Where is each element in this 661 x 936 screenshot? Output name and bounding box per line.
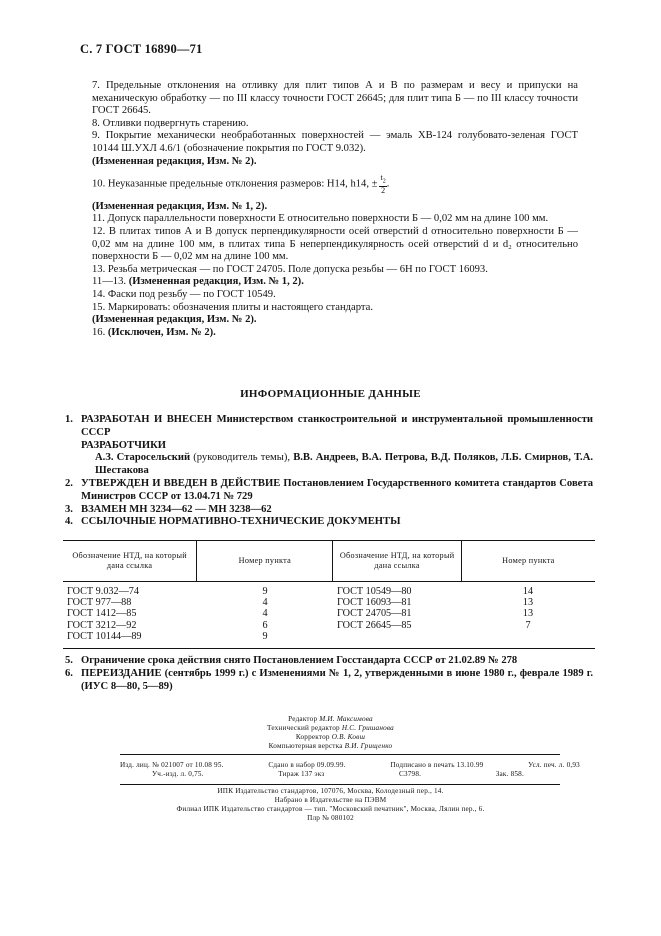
item-number: 3. <box>65 503 73 515</box>
print-details-row <box>120 761 580 770</box>
paragraph-prefix: 11—13. <box>92 276 127 288</box>
table-body <box>63 582 595 648</box>
paragraph-9: 9. Покрытие механически необработанных поверхностей — эмаль ХВ-124 голубовато-зеленая ГОСТ 10144 Ш.УХЛ 4.6/1 (обозначение покрытия по ГОСТ 9.032). <box>92 130 578 154</box>
paragraph-8: 8. Отливки подвергнуть старению. <box>92 117 249 129</box>
column-header-point: Номер пункта <box>461 541 595 581</box>
paragraph-10-text: 10. Неуказанные предельные отклонения размеров: H14, h14, ± <box>92 178 378 190</box>
credit-label: Технический редактор <box>267 724 340 732</box>
print-details-row <box>120 770 580 779</box>
info-item-6 <box>65 668 593 694</box>
fraction-numerator: t <box>380 173 383 183</box>
info-section-title: ИНФОРМАЦИОННЫЕ ДАННЫЕ <box>240 388 421 400</box>
info-item-3 <box>65 504 593 517</box>
item-text: ВЗАМЕН МН 3234—62 — МН 3238—62 <box>81 503 272 515</box>
item-text: ССЫЛОЧНЫЕ НОРМАТИВНО-ТЕХНИЧЕСКИЕ ДОКУМЕНТЫ <box>81 516 401 528</box>
table-cell: 13 <box>522 597 534 609</box>
table-cell: ГОСТ 1412—85 <box>67 608 137 620</box>
tolerance-fraction <box>379 174 386 195</box>
page-header: С. 7 ГОСТ 16890—71 <box>80 42 203 56</box>
table-cell: 4 <box>262 608 268 620</box>
table-cell: ГОСТ 9.032—74 <box>67 586 139 597</box>
right-points-column <box>461 586 595 642</box>
column-header-point: Номер пункта <box>196 541 332 581</box>
revision-note: (Измененная редакция, Изм. № 1, 2). <box>128 276 304 288</box>
info-item-1 <box>65 414 593 440</box>
info-item-5 <box>65 655 593 668</box>
revision-note: (Измененная редакция, Изм. № 1, 2). <box>92 200 268 212</box>
credit-name: М.И. Максимова <box>319 715 373 723</box>
column-header-doc: Обозначение НТД, на который дана ссылка <box>72 551 187 570</box>
tech-editor-line <box>0 724 661 733</box>
editor-line <box>0 715 661 724</box>
table-cell: ГОСТ 10549—80 <box>337 586 412 597</box>
developers-label-row <box>65 440 593 453</box>
paragraph-10 <box>92 174 578 195</box>
credit-name: О.В. Ковш <box>331 733 366 741</box>
info-item-4 <box>65 516 593 529</box>
left-points-column <box>197 586 333 642</box>
divider <box>120 784 560 785</box>
print-details <box>120 761 580 780</box>
developers-row <box>65 452 593 478</box>
left-docs-column <box>63 586 197 642</box>
item-text: Ограничение срока действия снято Постановлением Госстандарта СССР от 21.02.89 № 278 <box>81 655 518 666</box>
divider <box>120 754 560 755</box>
paragraph-14: 14. Фаски под резьбу — по ГОСТ 10549. <box>92 288 276 300</box>
credit-label: Редактор <box>288 715 318 723</box>
table-cell: ГОСТ 3212—92 <box>67 619 137 631</box>
credit-label: Корректор <box>295 733 330 741</box>
paragraph-10-end: . <box>386 178 390 190</box>
revision-note: (Измененная редакция, Изм. № 2). <box>92 314 257 326</box>
requirements-section <box>92 80 578 339</box>
table-cell: 6 <box>262 619 268 631</box>
developers-label: РАЗРАБОТЧИКИ <box>81 439 167 451</box>
item-number: 5. <box>65 655 73 666</box>
fraction-subscript: 2 <box>382 178 386 185</box>
table-cell: ГОСТ 24705—81 <box>337 608 412 620</box>
publisher-info <box>0 787 661 823</box>
table-cell: ГОСТ 977—88 <box>67 597 132 609</box>
table-cell: ГОСТ 10144—89 <box>67 630 142 642</box>
developer-lead: А.З. Старосельский <box>95 452 191 464</box>
item-number: 4. <box>65 516 73 528</box>
fraction-denominator: 2 <box>381 185 386 195</box>
publisher-line: Филиал ИПК Издательство стандартов — тип. "Московский печатник", Москва, Лялин пер., 6. <box>176 805 485 813</box>
paragraph-7: 7. Предельные отклонения на отливку для плит типов А и В по размерам и весу и припуски на механическую обработку — по III классу точности ГОСТ 26645; для плит типа Б — по III классу точности ГОСТ 26645. <box>92 80 578 117</box>
table-cell: 13 <box>522 608 534 620</box>
publisher-line: Набрано в Издательстве на ПЭВМ <box>274 796 387 804</box>
credit-label: Компьютерная верстка <box>268 742 343 750</box>
print-detail: Тираж 137 экз <box>278 770 325 779</box>
column-header-doc: Обозначение НТД, на который дана ссылка <box>332 541 460 581</box>
layout-line <box>0 742 661 751</box>
info-section <box>65 414 593 529</box>
references-table <box>63 540 595 649</box>
paragraph-13: 13. Резьба метрическая — по ГОСТ 24705. Поле допуска резьбы — 6Н по ГОСТ 16093. <box>92 263 488 275</box>
credit-name: Н.С. Гришанова <box>341 724 394 732</box>
credit-name: В.И. Грищенко <box>344 742 393 750</box>
print-detail: Подписано в печать 13.10.99 <box>390 761 484 769</box>
table-header <box>63 541 595 582</box>
print-detail: Сдано в набор 09.09.99. <box>268 761 346 769</box>
paragraph-16 <box>92 327 578 340</box>
paragraph-11-13-revision <box>92 276 578 289</box>
table-cell: 4 <box>262 597 268 609</box>
paragraph-12: 12. В плитах типов А и В допуск перпендикулярности осей отверстий d относительно поверхности Б — 0,02 мм на длине 100 мм, в плитах типа Б неперпендикулярность осей отверстий d и d₂ относительно поверхности Б — 0,02 мм на длине 100 мм. <box>92 225 578 263</box>
right-docs-column <box>333 586 461 642</box>
print-detail: Усл. печ. л. 0,93 <box>528 761 580 769</box>
item-bold-text: РАЗРАБОТАН И ВНЕСЕН <box>81 414 213 425</box>
excluded-note: (Исключен, Изм. № 2). <box>107 326 216 338</box>
publisher-line: ИПК Издательство стандартов, 107076, Москва, Колодезный пер., 14. <box>217 787 444 795</box>
paragraph-prefix: 16. <box>92 326 106 338</box>
info-item-2 <box>65 478 593 504</box>
developers-list: В.В. Андреев, В.А. Петрова, В.Д. Поляков, Л.Б. Смирнов, Т.А. Шестакова <box>95 452 593 477</box>
table-cell: ГОСТ 26645—85 <box>337 619 412 631</box>
info-section-continued <box>65 655 593 693</box>
paragraph-15: 15. Маркировать: обозначения плиты и настоящего стандарта. <box>92 301 374 313</box>
editorial-credits <box>0 715 661 751</box>
table-cell: 14 <box>522 586 534 597</box>
item-text: Постановлением Государственного комитета стандартов Совета Министров СССР от 13.04.71 № 729 <box>81 477 593 502</box>
publisher-line: Плр № 080102 <box>307 814 354 822</box>
item-number: 6. <box>65 667 73 679</box>
print-detail: С3798. <box>398 770 422 779</box>
item-text: Министерством станкостроительной и инструментальной промышленности СССР <box>81 414 594 438</box>
item-text: ПЕРЕИЗДАНИЕ (сентябрь 1999 г.) с Изменениями № 1, 2, утвержденными в июне 1980 г., феврале 1989 г. (ИУС 8—80, 5—89) <box>81 667 593 692</box>
table-cell: 9 <box>262 630 268 642</box>
item-bold-text: УТВЕРЖДЕН И ВВЕДЕН В ДЕЙСТВИЕ <box>81 477 281 489</box>
revision-note: (Измененная редакция, Изм. № 2). <box>92 155 257 167</box>
corrector-line <box>0 733 661 742</box>
print-detail: Изд. лиц. № 021007 от 10.08 95. <box>120 761 224 769</box>
item-number: 2. <box>65 477 73 489</box>
print-detail: Зак. 858. <box>495 770 524 779</box>
paragraph-11: 11. Допуск параллельности поверхности Е относительно поверхности Б — 0,02 мм на длине 100 мм. <box>92 213 549 225</box>
table-cell: 9 <box>262 586 268 597</box>
print-detail: Уч.-изд. л. 0,75. <box>152 770 204 779</box>
developer-lead-note: (руководитель темы), <box>193 452 291 464</box>
table-cell: ГОСТ 16093—81 <box>337 597 412 609</box>
item-number: 1. <box>65 414 73 425</box>
table-cell: 7 <box>525 619 531 631</box>
